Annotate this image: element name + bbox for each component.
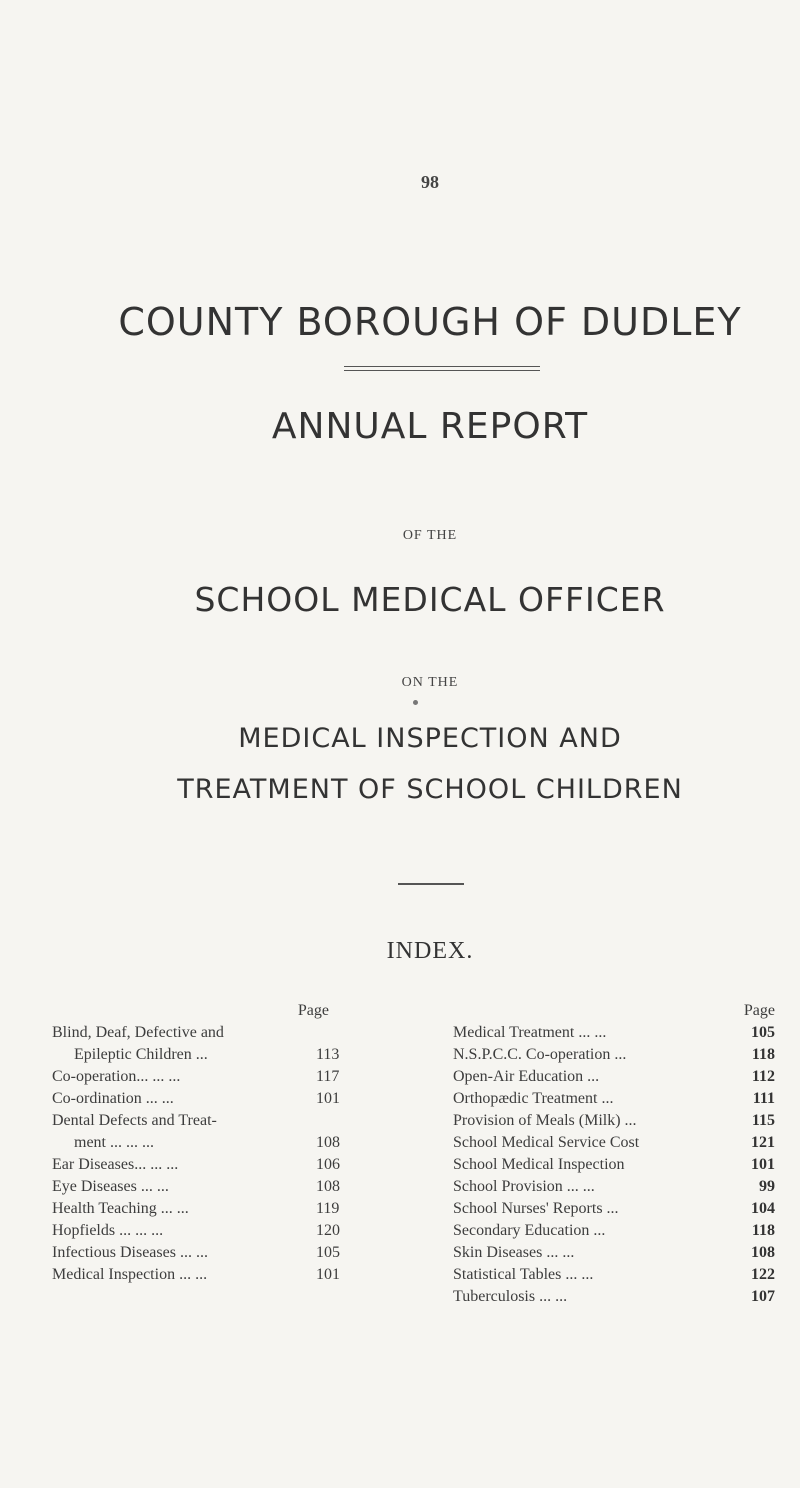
index-entry: School Provision ... ... 99	[453, 1178, 775, 1195]
index-entry: ment ... ... ... 108	[74, 1134, 340, 1151]
title-school-medical-officer: SCHOOL MEDICAL OFFICER	[194, 580, 666, 619]
index-entry: Eye Diseases ... ... 108	[52, 1178, 340, 1195]
index-entry: N.S.P.C.C. Co-operation ... 118	[453, 1046, 775, 1063]
index-entry: Infectious Diseases ... ... 105	[52, 1244, 340, 1261]
index-entry: Provision of Meals (Milk) ... 115	[453, 1112, 775, 1129]
index-entry: Hopfields ... ... ... 120	[52, 1222, 340, 1239]
decorative-rule-top-double	[344, 370, 540, 371]
page-number: 98	[421, 172, 439, 192]
index-heading: INDEX.	[386, 938, 474, 964]
page-column-header: Page	[743, 1002, 775, 1019]
index-entry: Epileptic Children ... 113	[74, 1046, 340, 1063]
index-entry: Secondary Education ... 118	[453, 1222, 775, 1239]
index-entry: School Nurses' Reports ... 104	[453, 1200, 775, 1217]
index-entry: Dental Defects and Treat-	[52, 1112, 217, 1129]
title-county-borough: COUNTY BOROUGH OF DUDLEY	[118, 300, 742, 344]
index-entry: Tuberculosis ... ... 107	[453, 1288, 775, 1305]
index-entry: Co-ordination ... ... 101	[52, 1090, 340, 1107]
index-entry: Orthopædic Treatment ... 111	[453, 1090, 775, 1107]
decorative-rule-bottom	[398, 883, 464, 885]
decorative-rule-top	[344, 366, 540, 367]
page-column-header: Page	[297, 1002, 329, 1019]
title-medical-inspection: MEDICAL INSPECTION AND	[238, 723, 622, 754]
index-entry: School Medical Inspection 101	[453, 1156, 775, 1173]
index-left-column	[52, 1000, 352, 1286]
index-entry: Open-Air Education ... 112	[453, 1068, 775, 1085]
index-entry: Blind, Deaf, Defective and	[52, 1024, 224, 1041]
title-annual-report: ANNUAL REPORT	[271, 406, 589, 447]
index-entry: Ear Diseases... ... ... 106	[52, 1156, 340, 1173]
text-of-the: OF THE	[402, 528, 458, 543]
index-entry: Skin Diseases ... ... 108	[453, 1244, 775, 1261]
index-entry: Health Teaching ... ... 119	[52, 1200, 340, 1217]
index-entry: Medical Treatment ... ... 105	[453, 1024, 775, 1041]
index-entry: School Medical Service Cost 121	[453, 1134, 775, 1151]
index-entry: Statistical Tables ... ... 122	[453, 1266, 775, 1283]
text-on-the: ON THE	[401, 675, 459, 690]
ornament-dot	[413, 700, 418, 705]
title-treatment-school-children: TREATMENT OF SCHOOL CHILDREN	[177, 774, 683, 805]
index-right-column	[453, 1000, 775, 1308]
index-entry: Co-operation... ... ... 117	[52, 1068, 340, 1085]
index-entry: Medical Inspection ... ... 101	[52, 1266, 340, 1283]
